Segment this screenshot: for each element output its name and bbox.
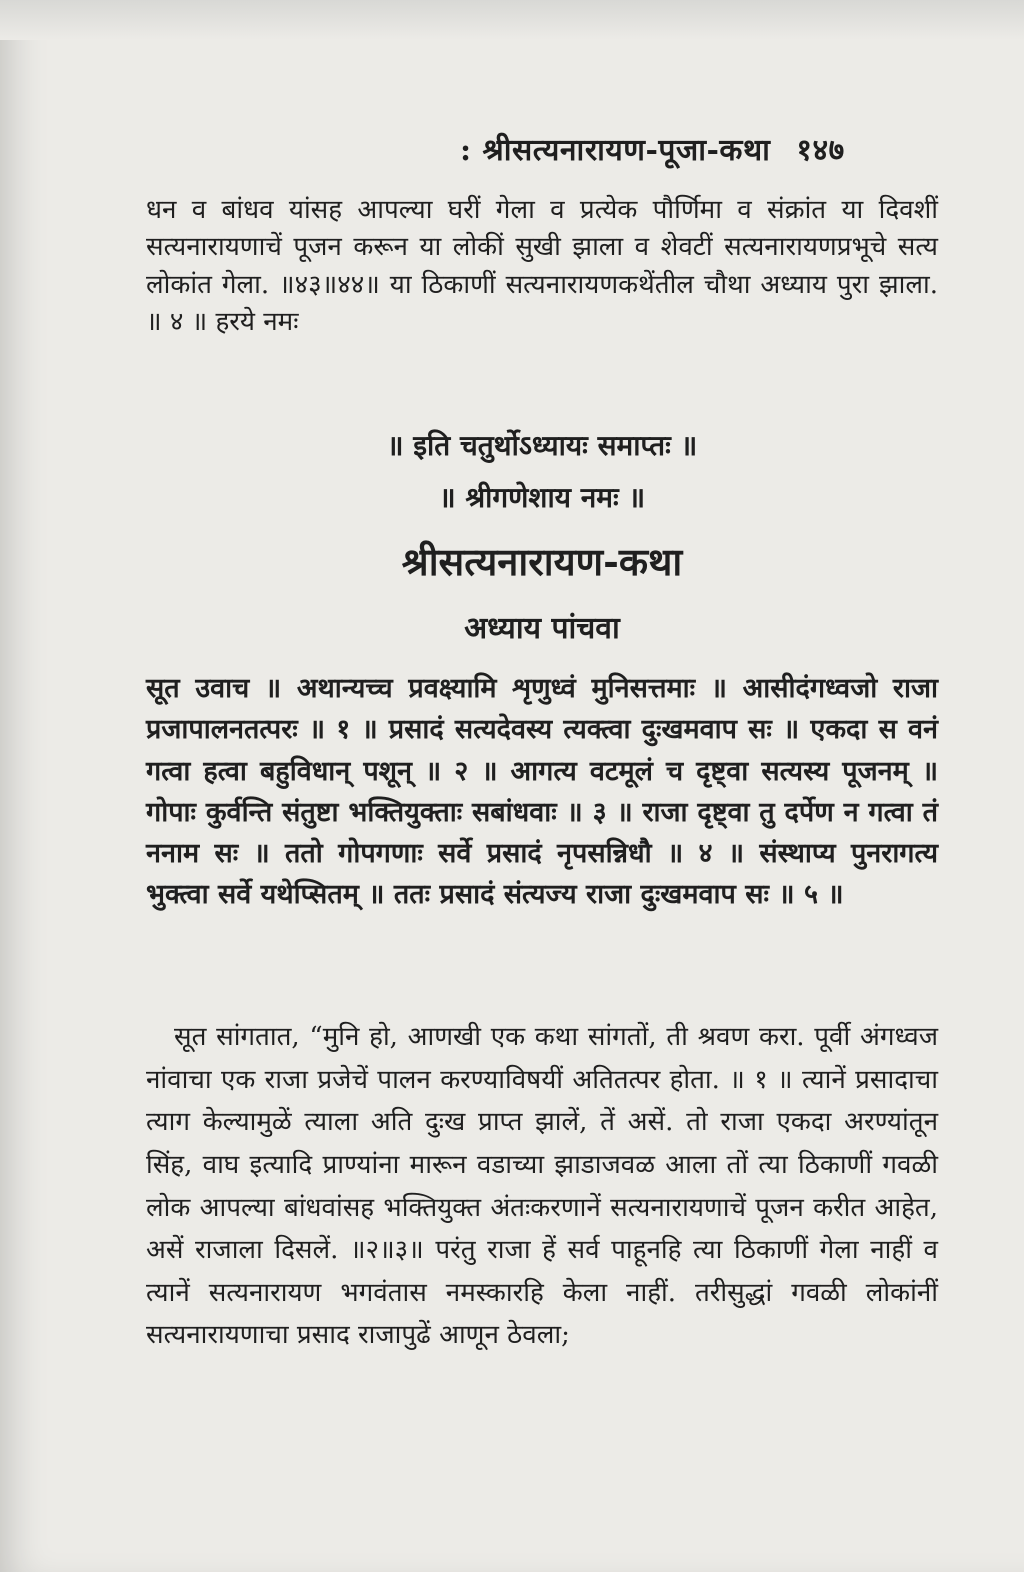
chapter-end-line: ॥ इति चतुर्थोऽध्यायः समाप्तः ॥ bbox=[386, 429, 698, 462]
running-header bbox=[460, 128, 940, 169]
paragraph-chapter4-end: धन व बांधव यांसह आपल्या घरीं गेला व प्रत्येक पौर्णिमा व संक्रांत या दिवशीं सत्यनारायणाचें पूजन करून या लोकीं सुखी झाला व शेवटीं सत्यनारायणप्रभूचे सत्य लोकांत गेला. ॥४३॥४४॥ या ठिकाणीं सत्यनारायणकथेंतील चौथा अध्याय पुरा झाला. ॥ ४ ॥ हरये नमः bbox=[146, 195, 938, 338]
katha-title: श्रीसत्यनारायण-कथा bbox=[401, 539, 683, 584]
page-top-edge bbox=[0, 0, 1024, 40]
chapter-title: अध्याय पांचवा bbox=[464, 611, 620, 646]
sanskrit-verses: सूत उवाच ॥ अथान्यच्च प्रवक्ष्यामि शृणुध्वं मुनिसत्तमाः ॥ आसीदंगध्वजो राजा प्रजापालनतत्परः ॥ १ ॥ प्रसादं सत्यदेवस्य त्यक्त्वा दुःखमवाप सः ॥ एकदा स वनं गत्वा हत्वा बहुविधान् पशून् ॥ २ ॥ आगत्य वटमूलं च दृष्ट्वा सत्यस्य पूजनम् ॥ गोपाः कुर्वन्ति संतुष्टा भक्तियुक्ताः सबांधवाः ॥ ३ ॥ राजा दृष्ट्वा तु दर्पेण न गत्वा तं ननाम सः ॥ ततो गोपगणाः सर्वे प्रसादं नृपसन्निधौ ॥ ४ ॥ संस्थाप्य पुनरागत्य भुक्त्वा सर्वे यथेप्सितम् ॥ ततः प्रसादं संत्यज्य राजा दुःखमवाप सः ॥ ५ ॥ bbox=[146, 673, 938, 911]
marathi-translation-paragraph: सूत सांगतात, “मुनि हो, आणखी एक कथा सांगतों, ती श्रवण करा. पूर्वी अंगध्वज नांवाचा एक राजा प्रजेचें पालन करण्याविषयीं अतितत्पर होता. ॥ १ ॥ त्यानें प्रसादाचा त्याग केल्यामुळें त्याला अति दुःख प्राप्त झालें, तें असें. तो राजा एकदा अरण्यांतून सिंह, वाघ इत्यादि प्राण्यांना मारून वडाच्या झाडाजवळ आला तों त्या ठिकाणीं गवळी लोक आपल्या बांधवांसह भक्तियुक्त अंतःकरणानें सत्यनारायणाचें पूजन करीत आहेत, असें राजाला दिसलें. ॥२॥३॥ परंतु राजा हें सर्व पाहूनहि त्या ठिकाणीं गेला नाहीं व त्यानें सत्यनारायण भगवंतास नमस्कारहि केला नाहीं. तरीसुद्धां गवळी लोकांनीं सत्यनारायणाचा प्रसाद राजापुढें आणून ठेवला; bbox=[146, 1022, 938, 1351]
page-number: १४७ bbox=[796, 133, 845, 168]
invocation-line: ॥ श्रीगणेशाय नमः ॥ bbox=[438, 481, 646, 514]
header-title: : श्रीसत्यनारायण-पूजा-कथा bbox=[460, 133, 771, 168]
